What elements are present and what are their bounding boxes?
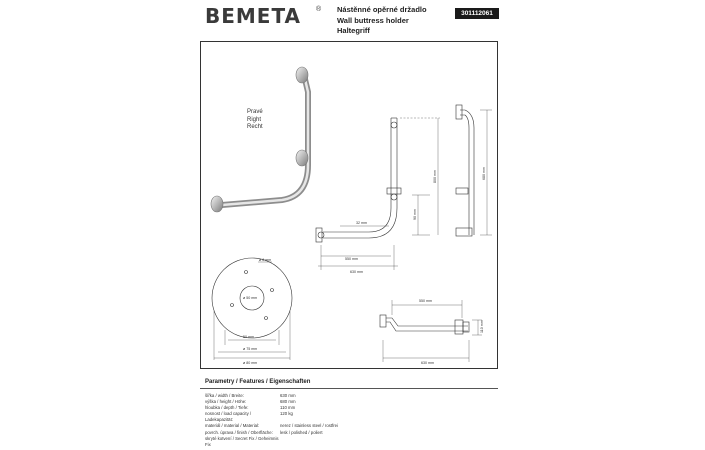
orientation-de: Recht: [247, 124, 263, 130]
param-key: skryté kotvení / Secret Fix / Geheimnis Fix: [205, 435, 279, 447]
parameters-title: Parametry / Features / Eigenschaften: [205, 379, 311, 385]
product-illustration: [211, 67, 308, 212]
param-value: 630 mm: [280, 393, 296, 398]
top-view: [380, 300, 482, 362]
dim-680: 680 mm: [482, 167, 486, 180]
dim-d80: ø 80 mm: [243, 361, 258, 365]
brand-logo: BEMETA: [205, 4, 302, 28]
orientation-en: Right: [247, 116, 262, 123]
title-cs: Nástěnné opěrné držadlo: [337, 5, 427, 14]
dim-d50: ø 50 mm: [243, 296, 258, 300]
param-row: [205, 411, 338, 423]
param-key: výška / height / Höhe:: [205, 399, 247, 405]
param-value: lesk / polished / poliert: [280, 429, 323, 435]
registered-mark: ®: [316, 6, 322, 13]
param-value: 120 kg: [280, 411, 293, 417]
param-value: nerez / stainless steel / rostfrei: [280, 423, 339, 429]
param-key: povrch. úprava / finish / Oberfläche:: [205, 429, 273, 435]
param-key: hloubka / depth / Tiefe:: [205, 405, 249, 411]
dim-d75: ø 75 mm: [243, 347, 258, 351]
front-view: [316, 118, 440, 270]
product-code: 301112061: [455, 8, 499, 19]
param-value: 110 mm: [280, 405, 296, 411]
param-key: nosnost / load capacity / Ladekapazität:: [205, 411, 252, 423]
rosette-view: [212, 258, 292, 360]
orientation-cs: Pravé: [247, 109, 263, 115]
title-en: Wall buttress holder: [337, 15, 409, 25]
parameters-table: [205, 393, 338, 448]
dim-630: 630 mm: [350, 270, 363, 274]
dim-110: 110 mm: [480, 320, 484, 333]
param-key: materiál / material / Material:: [205, 423, 260, 429]
title-de: Haltegriff: [337, 26, 370, 35]
param-row: [205, 436, 338, 448]
dim-800: 800 mm: [433, 170, 437, 183]
parameters-divider: [200, 388, 498, 389]
side-view: [456, 105, 492, 236]
dim-550: 550 mm: [345, 257, 358, 261]
param-value: 680 mm: [280, 399, 296, 405]
dim-550-top: 550 mm: [419, 299, 432, 303]
dim-50: 50 mm: [243, 335, 254, 339]
dim-32: 32 mm: [356, 221, 367, 225]
dim-90: 90 mm: [413, 209, 417, 220]
param-key: šířka / width / Breite:: [205, 393, 244, 398]
dim-d6: ø 6 mm: [259, 258, 272, 262]
dim-630-top: 630 mm: [421, 361, 434, 365]
